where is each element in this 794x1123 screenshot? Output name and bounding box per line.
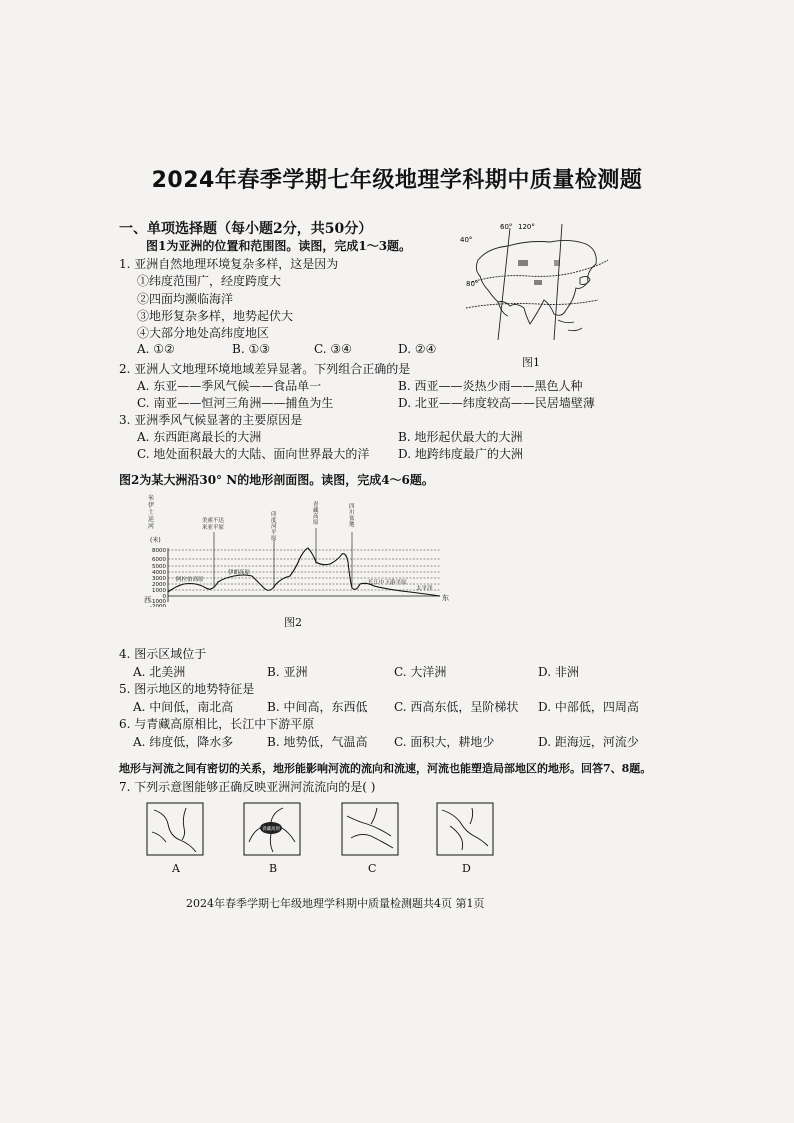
tick-3000: 3000 (152, 576, 166, 582)
map-label-d: D (462, 862, 471, 875)
label-indus-2: 度 (271, 518, 277, 524)
label-iran: 伊朗高原 (228, 570, 251, 576)
q3-stem: 3. 亚洲季风气候显著的主要原因是 (119, 413, 303, 427)
q5-option-d: D. 中部低，四周高 (538, 700, 639, 714)
axis-char-1: 米 (148, 495, 155, 502)
label-pacific: 太平洋 (416, 586, 433, 592)
tick-neg1000: -1000 (150, 599, 166, 605)
tick-8000: 8000 (152, 548, 166, 554)
tick-4000: 4000 (152, 570, 166, 576)
q6-stem: 6. 与青藏高原相比，长江中下游平原 (119, 717, 315, 731)
q1-stem: 1. 亚洲自然地理环境复杂多样，这是因为 (119, 257, 339, 271)
axis-char-4: 运 (148, 516, 155, 523)
map-label-120: 120° (518, 223, 535, 231)
fig1-caption: 图1 (522, 356, 540, 369)
label-indus-3: 河 (271, 524, 277, 530)
map-label-40: 40° (460, 236, 473, 244)
label-west: 西 (144, 596, 151, 604)
label-tibet-1: 青 (313, 502, 319, 508)
label-sichuan-1: 四 (349, 504, 355, 510)
q4-option-c: C. 大洋洲 (394, 665, 447, 679)
q6-option-b: B. 地势低，气温高 (267, 735, 368, 749)
q4-stem: 4. 图示区域位于 (119, 647, 207, 661)
label-tibet-4: 原 (313, 520, 319, 526)
q3-option-d: D. 地跨纬度最广的大洲 (398, 447, 523, 461)
map-b-plateau-label: 青藏高原 (262, 827, 280, 832)
label-sichuan-2: 川 (349, 510, 355, 516)
tick-0: 0 (162, 594, 166, 600)
intro-fig1: 图1为亚洲的位置和范围图。读图，完成1～3题。 (146, 239, 412, 253)
q1-item-1: ①纬度范围广，经度跨度大 (137, 274, 282, 288)
label-indus-1: 印 (271, 512, 277, 518)
map-label-b: B (269, 862, 278, 875)
label-tibet-3: 高 (313, 514, 319, 520)
section-heading: 一、单项选择题（每小题2分，共50分） (119, 221, 373, 237)
q2-stem: 2. 亚洲人文地理环境地域差异显著。下列组合正确的是 (119, 362, 411, 376)
q1-option-b: B. ①③ (232, 342, 270, 356)
tick-6000: 6000 (152, 557, 166, 563)
q3-option-a: A. 东西距离最长的大洲 (137, 430, 262, 444)
q1-option-a: A. ①② (137, 342, 175, 356)
label-sichuan-4: 地 (349, 522, 355, 528)
q6-option-a: A. 纬度低，降水多 (133, 735, 234, 749)
label-mesopotamia-2: 米亚平原 (202, 525, 225, 531)
intro-fig2: 图2为某大洲沿30° N的地形剖面图。读图，完成4～6题。 (119, 473, 434, 487)
axis-char-5: 河 (148, 523, 155, 530)
axis-char-3: 士 (148, 509, 155, 516)
q7-stem: 7. 下列示意图能够正确反映亚洲河流流向的是( ) (119, 780, 376, 794)
q1-option-c: C. ③④ (314, 342, 352, 356)
river-map-d (436, 802, 496, 858)
map-label-60: 60° (500, 223, 513, 231)
page-title: 2024年春季学期七年级地理学科期中质量检测题 (151, 168, 643, 193)
q2-option-c: C. 南亚——恒河三角洲——捕鱼为生 (137, 396, 334, 410)
q1-item-4: ④大部分地处高纬度地区 (137, 326, 270, 340)
q2-option-b: B. 西亚——炎热少雨——黑色人种 (398, 379, 583, 393)
q3-option-c: C. 地处面积最大的大陆、面向世界最大的洋 (137, 447, 370, 461)
river-map-a (146, 802, 206, 858)
intro-q7-8: 地形与河流之间有密切的关系，地形能影响河流的流向和流速，河流也能塑造局部地区的地形。回答7、8题。 (119, 762, 652, 775)
tick-2000: 2000 (152, 582, 166, 588)
page-footer: 2024年春季学期七年级地理学科期中质量检测题共4页 第1页 (186, 897, 485, 910)
q2-option-a: A. 东亚——季风气候——食品单一 (137, 379, 322, 393)
q6-option-c: C. 面积大，耕地少 (394, 735, 495, 749)
map-label-a: A (172, 862, 180, 875)
tick-neg2000: -2000 (150, 604, 166, 607)
axis-unit: (米) (150, 537, 161, 544)
q1-item-3: ③地形复杂多样，地势起伏大 (137, 309, 294, 323)
q4-option-a: A. 北美洲 (133, 665, 186, 679)
label-east: 东 (442, 594, 449, 602)
fig2-caption: 图2 (284, 616, 302, 629)
tick-5000: 5000 (152, 564, 166, 570)
label-sichuan-3: 盆 (349, 516, 355, 522)
river-map-c (341, 802, 401, 858)
q1-item-2: ②四面均濒临海洋 (137, 292, 234, 306)
map-label-80: 80° (466, 280, 479, 288)
q1-option-d: D. ②④ (398, 342, 437, 356)
label-mesopotamia-1: 美索不达 (202, 518, 225, 524)
axis-char-2: 伊 (148, 502, 155, 509)
asia-map-figure (458, 220, 618, 350)
label-arabia: 阿拉伯高原 (176, 577, 204, 583)
q5-option-b: B. 中间高，东西低 (267, 700, 368, 714)
tick-1000: 1000 (152, 588, 166, 594)
q4-option-b: B. 亚洲 (267, 665, 308, 679)
terrain-profile-figure (140, 492, 460, 607)
label-tibet-2: 藏 (313, 508, 319, 514)
q6-option-d: D. 距海远，河流少 (538, 735, 639, 749)
label-yangtze: 长江中下游平原 (368, 580, 407, 586)
label-indus-4: 平 (271, 530, 277, 536)
q5-option-c: C. 西高东低，呈阶梯状 (394, 700, 519, 714)
map-label-c: C (368, 862, 377, 875)
q3-option-b: B. 地形起伏最大的大洲 (398, 430, 523, 444)
label-indus-5: 原 (271, 536, 277, 542)
q2-option-d: D. 北亚——纬度较高——民居墙壁薄 (398, 396, 595, 410)
q5-stem: 5. 图示地区的地势特征是 (119, 682, 255, 696)
river-map-b (243, 802, 303, 858)
q4-option-d: D. 非洲 (538, 665, 579, 679)
q5-option-a: A. 中间低，南北高 (133, 700, 234, 714)
